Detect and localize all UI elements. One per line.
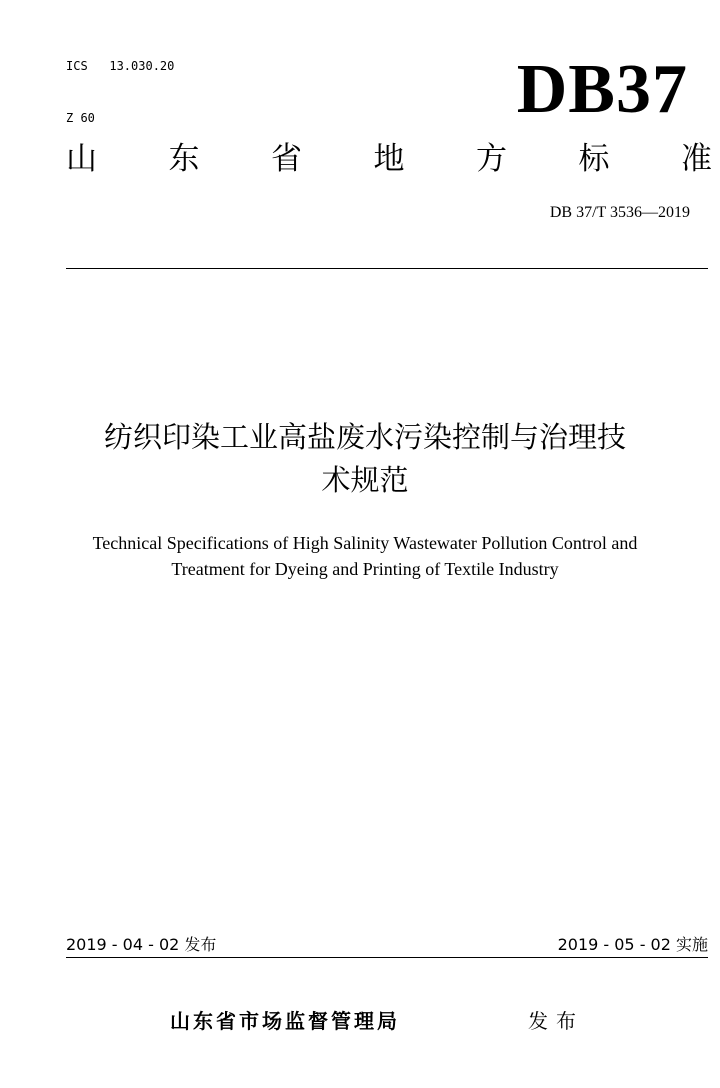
ccs-code: Z 60: [66, 111, 95, 125]
standard-type-char: 省: [271, 141, 302, 177]
chinese-title-line: 纺织印染工业高盐废水污染控制与治理技: [103, 420, 626, 454]
header-divider: [66, 268, 708, 269]
standard-type-char: 地: [373, 141, 405, 177]
english-title-line: Technical Specifications of High Salinity Wastewater Pollution Control and: [92, 533, 638, 553]
standard-number: DB 37/T 3536—2019: [549, 204, 690, 221]
chinese-title: [40, 416, 690, 502]
standard-type-char: 山: [66, 141, 97, 177]
standard-type-char: 东: [168, 141, 200, 177]
standard-type-char: 标: [578, 141, 610, 177]
standard-type-title: [66, 141, 712, 177]
standard-type-char: 方: [476, 141, 507, 177]
issue-label: 发布: [528, 1009, 584, 1033]
publish-date: 2019 - 04 - 02 发布: [66, 935, 217, 954]
implementation-date: 2019 - 05 - 02 实施: [557, 935, 708, 954]
english-title-line: Treatment for Dyeing and Printing of Textile Industry: [171, 559, 559, 579]
ics-block: [66, 26, 174, 146]
db-code-mark: DB37: [516, 51, 688, 128]
footer-divider: [66, 957, 708, 958]
issuing-authority: 山东省市场监督管理局: [170, 1009, 400, 1033]
chinese-title-line: 术规范: [321, 463, 409, 497]
ics-code: ICS 13.030.20: [66, 59, 175, 73]
english-title: [40, 530, 690, 582]
standard-type-char: 准: [681, 141, 712, 177]
